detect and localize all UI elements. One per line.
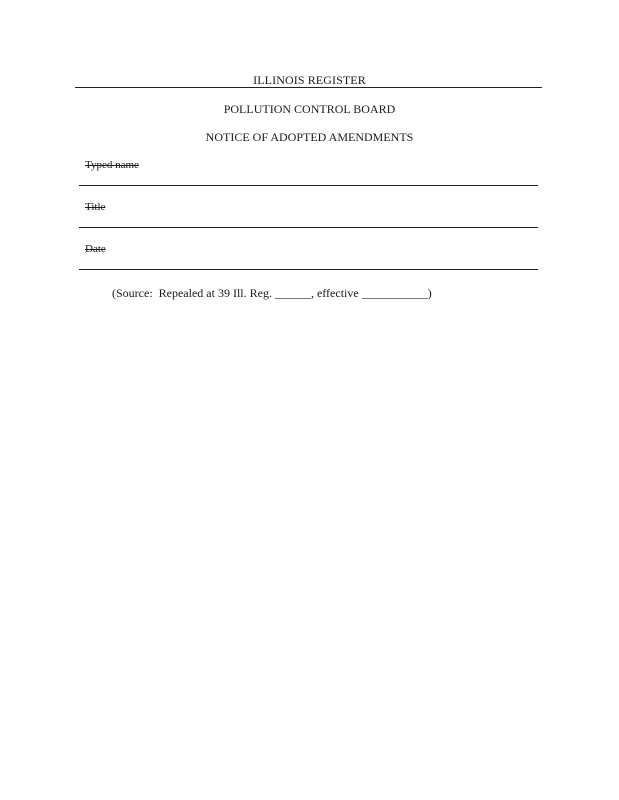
register-title: ILLINOIS REGISTER xyxy=(253,73,366,87)
typed-name-line xyxy=(79,185,538,186)
title-line xyxy=(79,227,538,228)
header-rule xyxy=(75,87,542,88)
title-label: Title xyxy=(85,201,106,213)
date-line xyxy=(79,269,538,270)
source-note: (Source: Repealed at 39 Ill. Reg. ______, effective ___________) xyxy=(112,286,432,300)
agency-name: POLLUTION CONTROL BOARD xyxy=(223,102,396,116)
notice-heading: NOTICE OF ADOPTED AMENDMENTS xyxy=(205,130,414,144)
typed-name-label: Typed name xyxy=(85,159,139,171)
date-label: Date xyxy=(85,243,106,255)
